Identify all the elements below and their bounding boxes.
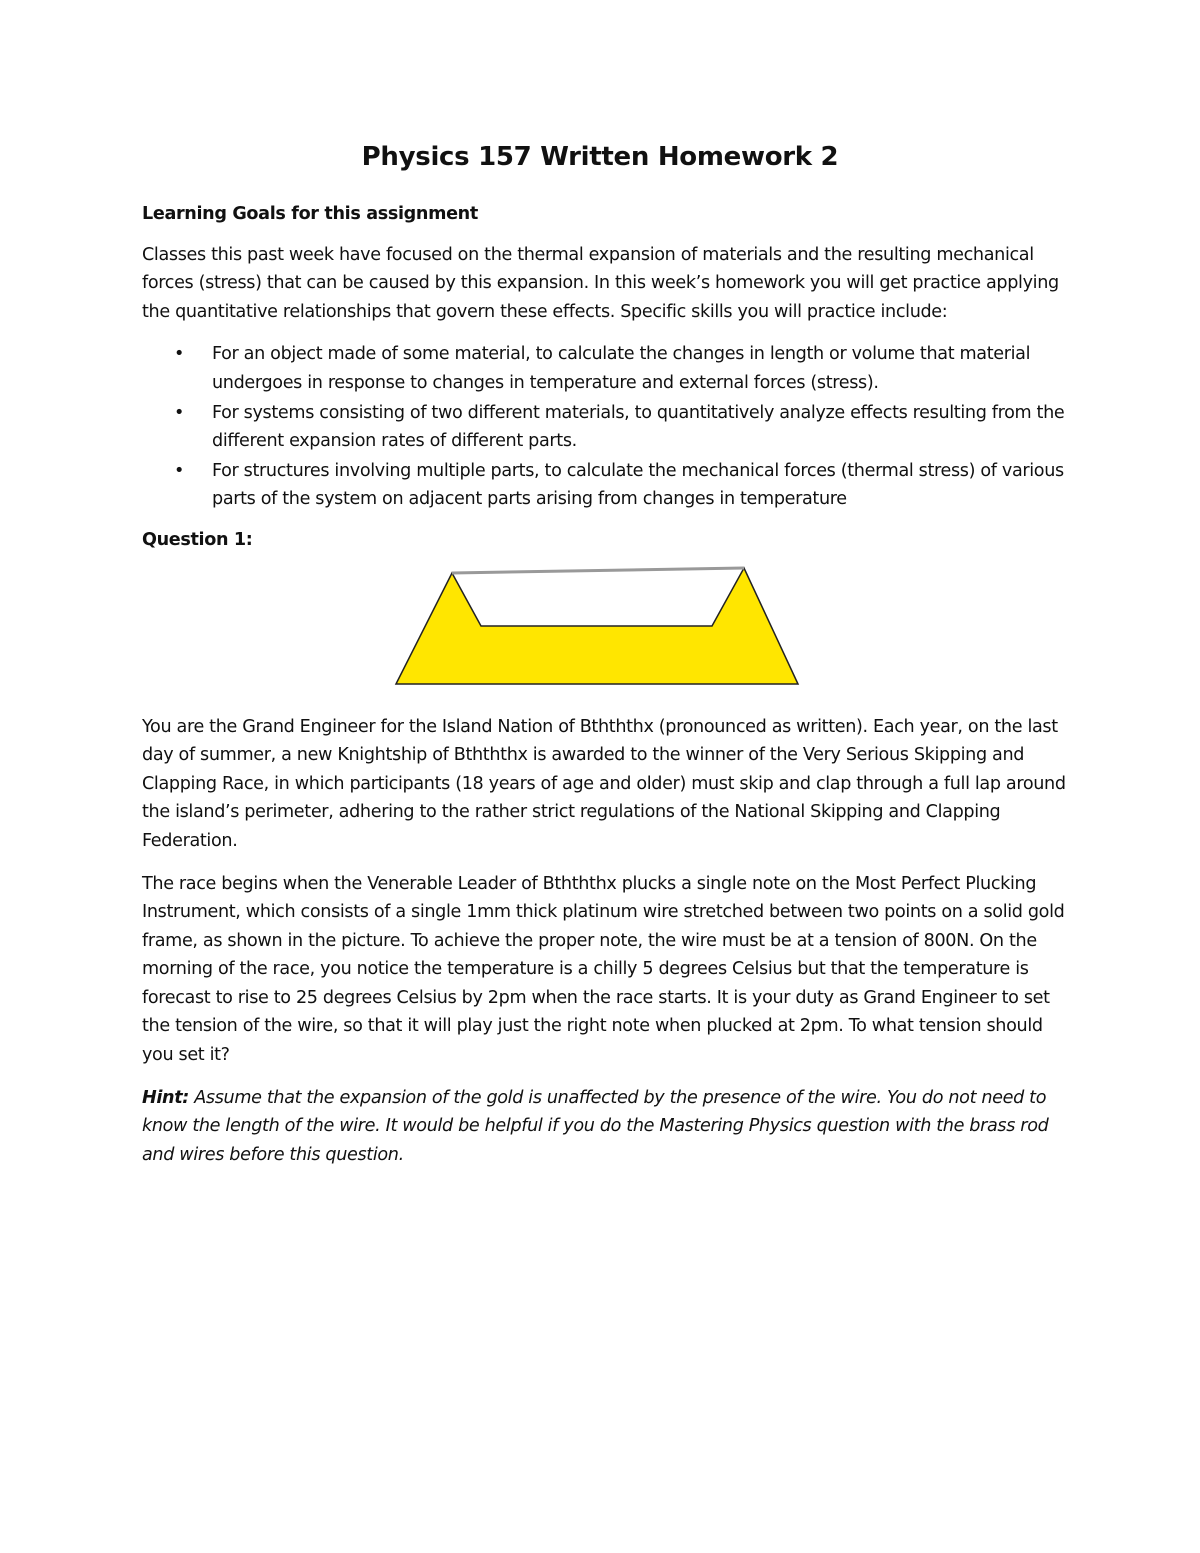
skill-text: For an object made of some material, to calculate the changes in length or volume that material undergoes in response to changes in temperature and external forces (stress). <box>212 344 1031 393</box>
bullet-icon: • <box>174 460 185 481</box>
skills-list <box>142 340 1067 514</box>
skill-text: For structures involving multiple parts, to calculate the mechanical forces (thermal stress) of various parts of the system on adjacent parts arising from changes in temperature <box>212 460 1064 510</box>
skill-item <box>142 457 1067 514</box>
gold-frame-figure <box>142 563 1067 689</box>
intro-paragraph: Classes this past week have focused on the thermal expansion of materials and the resulting mechanical forces (stress) that can be caused by this expansion. In this week’s homework you will get practice applying the quantitative relationships that govern these effects. Specific skills you will practice include: <box>142 244 1059 322</box>
gold-frame-shape <box>396 568 798 684</box>
document-body <box>142 200 1067 1183</box>
skill-text: For systems consisting of two different materials, to quantitatively analyze effects resulting from the different expansion rates of different parts. <box>212 402 1065 452</box>
bullet-icon: • <box>174 402 185 423</box>
hint-label: Hint: <box>142 1087 189 1108</box>
platinum-wire <box>452 568 744 573</box>
question-1-paragraph-2: The race begins when the Venerable Leader of Bthththx plucks a single note on the Most Perfect Plucking Instrument, which consists of a single 1mm thick platinum wire stretched between two points on a solid gold frame, as shown in the picture. To achieve the proper note, the wire must be at a tension of 800N. On the morning of the race, you notice the temperature is a chilly 5 degrees Celsius but that the temperature is forecast to rise to 25 degrees Celsius by 2pm when the race starts. It is your duty as Grand Engineer to set the tension of the wire, so that it will play just the right note when plucked at 2pm. To what tension should you set it? <box>142 873 1065 1066</box>
learning-goals-heading: Learning Goals for this assignment <box>142 204 478 224</box>
skill-item <box>142 399 1067 456</box>
skill-item <box>142 340 1067 397</box>
question-1-paragraph-1: You are the Grand Engineer for the Island Nation of Bthththx (pronounced as written). Each year, on the last day of summer, a new Knightship of Bthththx is awarded to the winner of the Very Serious Skipping and Clapping Race, in which participants (18 years of age and older) must skip and clap through a full lap around the island’s perimeter, adhering to the rather strict regulations of the National Skipping and Clapping Federation. <box>142 716 1066 851</box>
hint-paragraph <box>142 1084 1067 1170</box>
hint-text: Assume that the expansion of the gold is unaffected by the presence of the wire. You do not need to know the length of the wire. It would be helpful if you do the Mastering Physics question with the brass rod and wires before this question. <box>142 1087 1049 1165</box>
question-1-heading: Question 1: <box>142 529 253 550</box>
bullet-icon: • <box>174 344 185 365</box>
page-title: Physics 157 Written Homework 2 <box>361 142 839 172</box>
gold-frame-diagram <box>392 563 802 689</box>
